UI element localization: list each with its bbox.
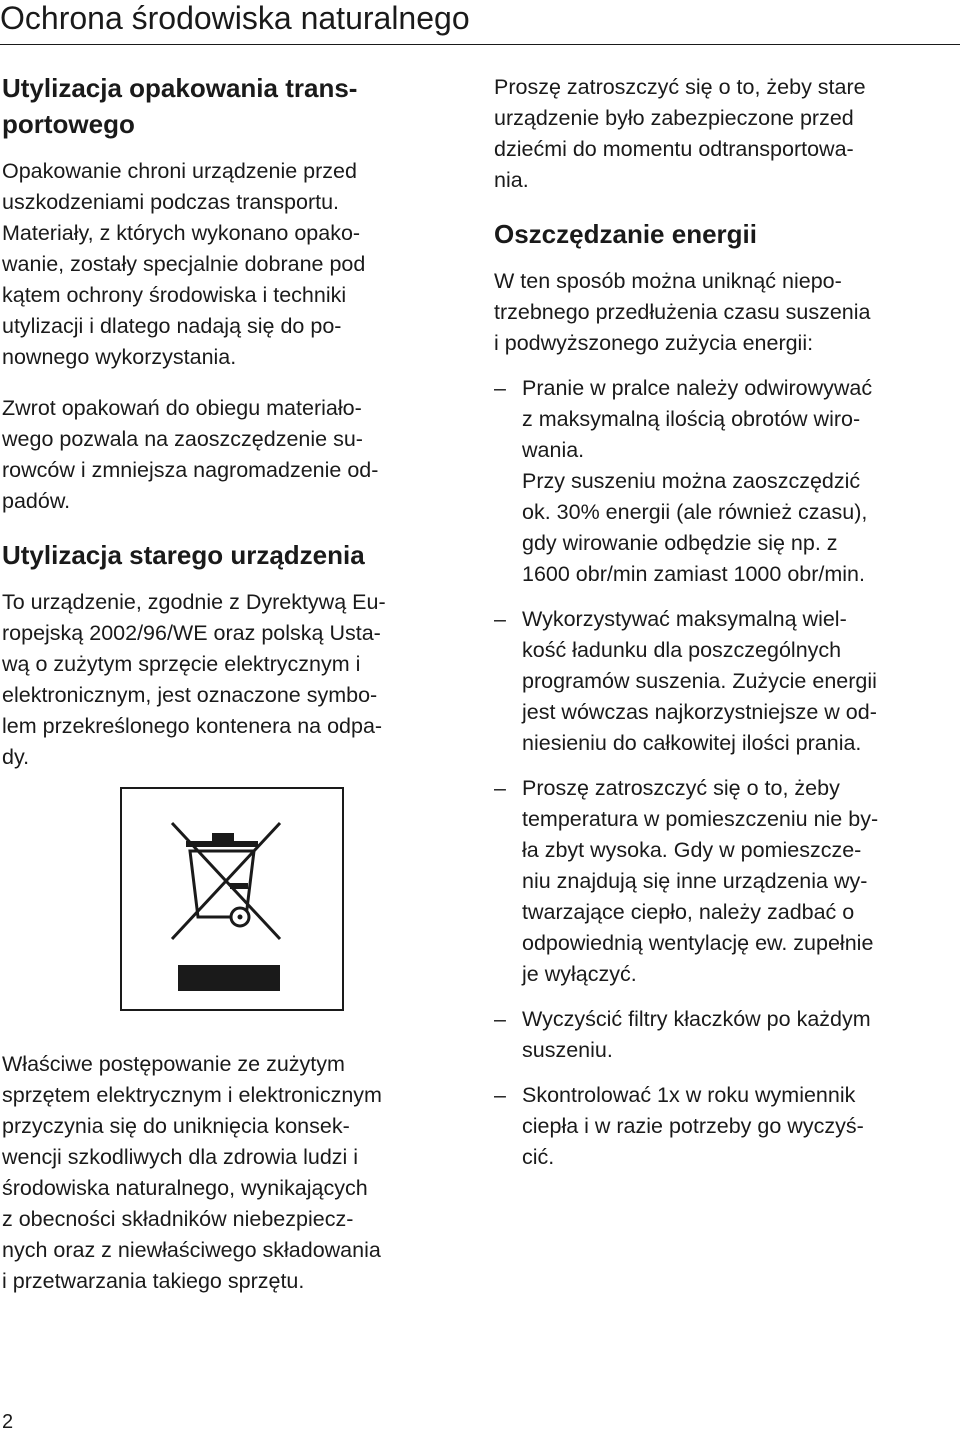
list-item: – Skontrolować 1x w roku wymiennik ciepła i w razie potrzeby go wyczyś- cić. — [494, 1083, 864, 1169]
list-item: – Wykorzystywać maksymalną wiel- kość ładunku dla poszczególnych programów suszenia. Zużycie energii jest wówczas najkorzystniejsze w od- niesieniu do całkowitej ilości prania. — [494, 607, 877, 755]
list-item: – Pranie w pralce należy odwirowywać z maksymalną ilością obrotów wiro- wania. Przy suszeniu można zaoszczędzić ok. 30% energii (ale również czasu), gdy wirowanie odbędzie się np. z 1600 obr/min zamiast 1000 obr/min. — [494, 376, 873, 586]
right-column — [494, 70, 954, 1187]
disposal-importance-paragraph: Właściwe postępowanie ze zużytym sprzętem elektrycznym i elektronicznym przyczynia się do uniknięcia konsek- wencji szkodliwych dla zdrowia ludzi i środowiska naturalnego, wynikających z obecności składników niebezpiecz- nych oraz z niewłaściwego składowania i przetwarzania takiego sprzętu. — [2, 1052, 382, 1293]
section-heading-old-appliance: Utylizacja starego urządzenia — [2, 540, 365, 570]
weee-directive-paragraph: To urządzenie, zgodnie z Dyrektywą Eu- ropejską 2002/96/WE oraz polską Usta- wą o zużytym sprzęcie elektrycznym i elektronicznym, jest oznaczone symbo- lem przekreślonego kontenera na odpa- dy. — [2, 590, 386, 769]
child-safety-paragraph: Proszę zatroszczyć się o to, żeby stare urządzenie było zabezpieczone przed dziećmi do momentu odtransportowa- nia. — [494, 75, 866, 192]
section-heading-energy-saving: Oszczędzanie energii — [494, 219, 757, 249]
page-title: Ochrona środowiska naturalnego — [0, 0, 960, 45]
list-item: – Proszę zatroszczyć się o to, żeby temperatura w pomieszczeniu nie by- ła zbyt wysoka. Gdy w pomieszcze- niu znajdują się inne urządzenia wy- twarzające ciepło, należy zadbać o odpowiednią wentylację ew. zupełnie je wyłączyć. — [494, 776, 879, 986]
energy-saving-intro: W ten sposób można uniknąć niepo- trzebnego przedłużenia czasu suszenia i podwyższonego zużycia energii: — [494, 269, 871, 355]
section-heading-packaging: Utylizacja opakowania trans- portowego — [2, 73, 358, 139]
crossed-out-wheelie-bin-icon — [122, 789, 342, 1009]
packaging-paragraph: Opakowanie chroni urządzenie przed uszkodzeniami podczas transportu. Materiały, z których wykonano opako- wanie, zostały specjalnie dobrane pod kątem ochrony środowiska i techniki utylizacji i dlatego nadają się do po- nownego wykorzystania. — [2, 159, 366, 369]
energy-tips-list — [494, 373, 954, 1173]
packaging-return-paragraph: Zwrot opakowań do obiegu materiało- wego pozwala na zaoszczędzenie su- rowców i zmniejsza nagromadzenie od- padów. — [2, 396, 379, 513]
page-number: 2 — [2, 1411, 14, 1433]
list-item: – Wyczyścić filtry kłaczków po każdym suszeniu. — [494, 1007, 871, 1062]
weee-symbol-frame — [120, 787, 344, 1011]
left-column — [2, 70, 464, 1297]
